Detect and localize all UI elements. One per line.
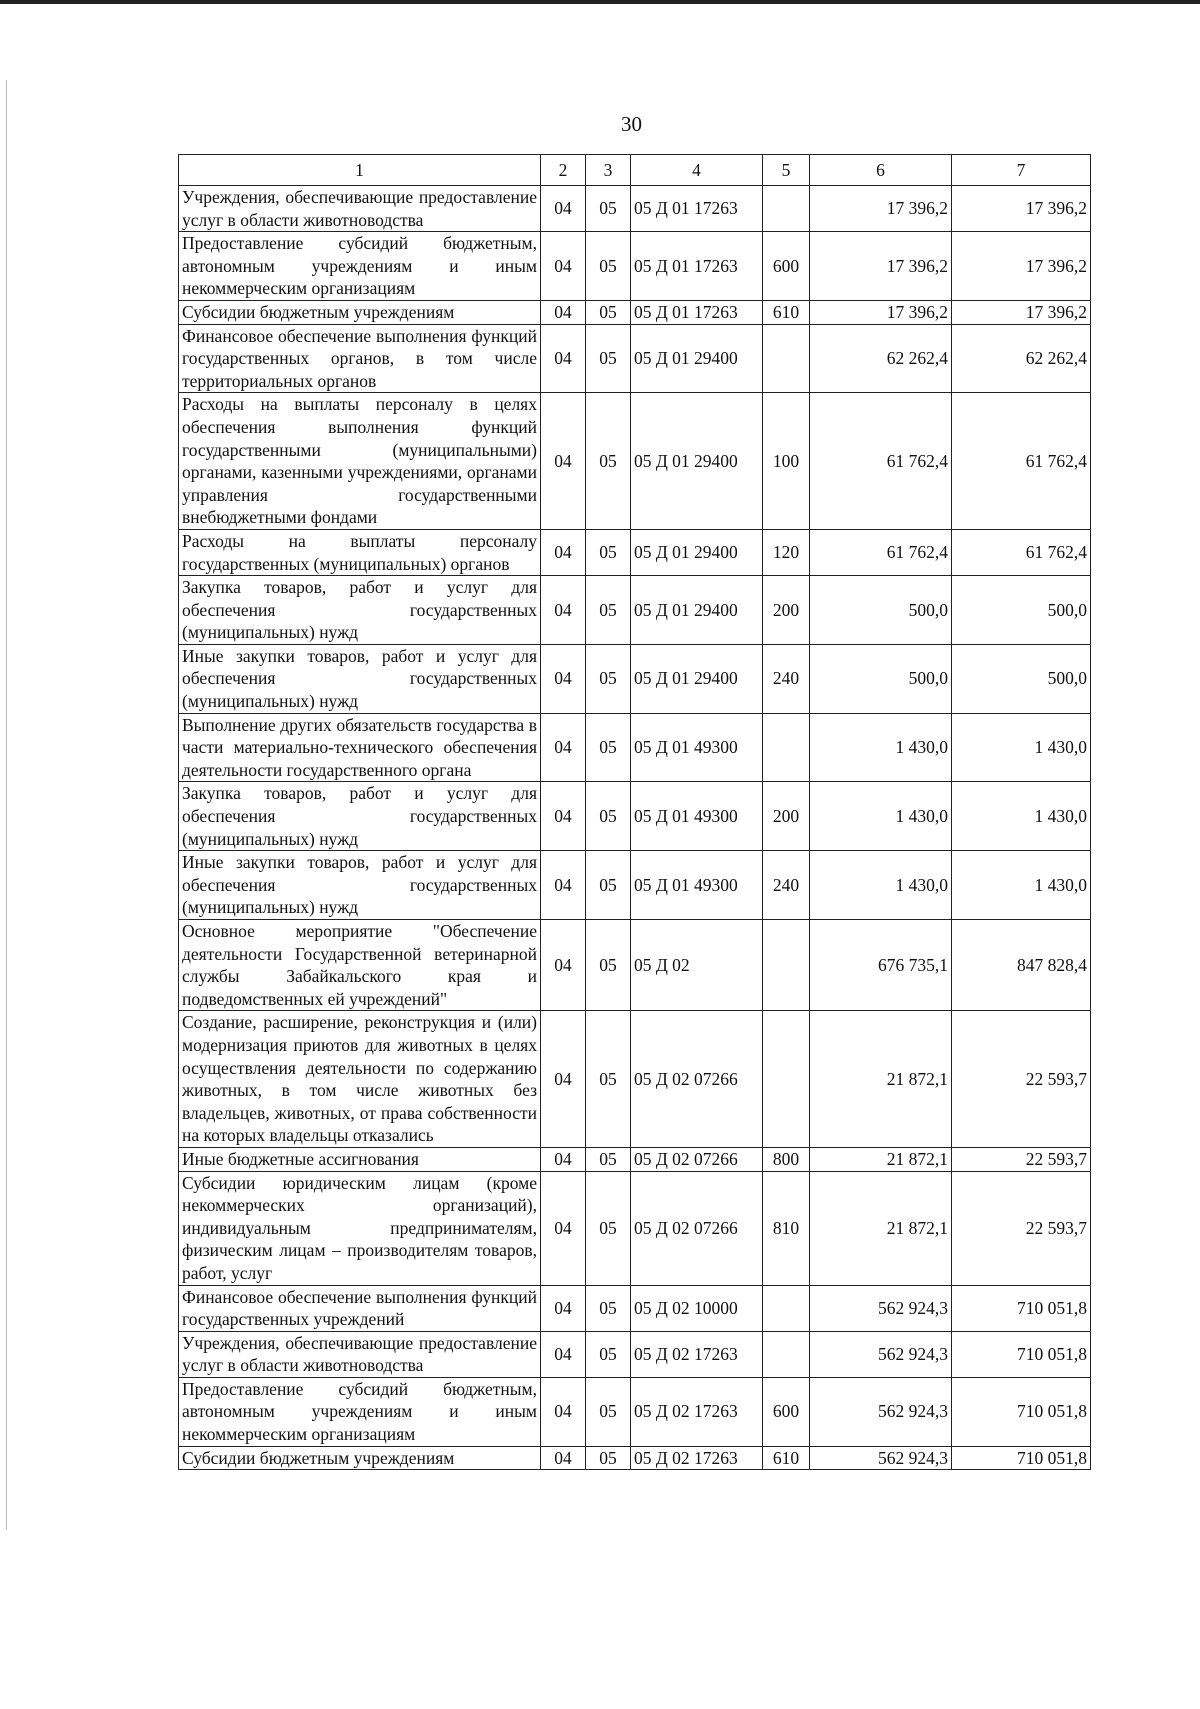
expense-type-code <box>763 713 810 782</box>
row-description: Предоставление субсидий бюджетным, автономным учреждениям и иным некоммерческим организациям <box>179 232 541 301</box>
row-description: Учреждения, обеспечивающие предоставление услуг в области животноводства <box>179 1331 541 1377</box>
budget-table <box>178 154 1091 1470</box>
target-article-code: 05 Д 01 29400 <box>631 324 763 393</box>
row-description: Субсидии бюджетным учреждениям <box>179 300 541 324</box>
table-row <box>179 1011 1091 1148</box>
target-article-code: 05 Д 01 17263 <box>631 232 763 301</box>
expense-type-code: 200 <box>763 576 810 645</box>
amount-year-1: 21 872,1 <box>810 1011 952 1148</box>
amount-year-1: 562 924,3 <box>810 1446 952 1470</box>
expense-type-code <box>763 324 810 393</box>
target-article-code: 05 Д 01 29400 <box>631 576 763 645</box>
amount-year-1: 1 430,0 <box>810 713 952 782</box>
row-description: Субсидии бюджетным учреждениям <box>179 1446 541 1470</box>
subsection-code: 05 <box>586 713 631 782</box>
amount-year-2: 500,0 <box>952 576 1091 645</box>
amount-year-1: 17 396,2 <box>810 232 952 301</box>
subsection-code: 05 <box>586 186 631 232</box>
target-article-code: 05 Д 02 17263 <box>631 1331 763 1377</box>
amount-year-1: 676 735,1 <box>810 920 952 1011</box>
amount-year-1: 562 924,3 <box>810 1285 952 1331</box>
target-article-code: 05 Д 02 17263 <box>631 1377 763 1446</box>
subsection-code: 05 <box>586 1331 631 1377</box>
section-code: 04 <box>541 1285 586 1331</box>
subsection-code: 05 <box>586 920 631 1011</box>
row-description: Основное мероприятие "Обеспечение деятельности Государственной ветеринарной службы Забайкальского края и подведомственных ей учреждений" <box>179 920 541 1011</box>
table-row <box>179 324 1091 393</box>
table-row <box>179 1377 1091 1446</box>
top-scan-border <box>0 0 1200 4</box>
subsection-code: 05 <box>586 232 631 301</box>
section-code: 04 <box>541 529 586 575</box>
row-description: Предоставление субсидий бюджетным, автономным учреждениям и иным некоммерческим организациям <box>179 1377 541 1446</box>
table-row <box>179 529 1091 575</box>
section-code: 04 <box>541 920 586 1011</box>
table-row <box>179 1331 1091 1377</box>
section-code: 04 <box>541 393 586 530</box>
column-header: 2 <box>541 155 586 186</box>
expense-type-code: 100 <box>763 393 810 530</box>
table-row <box>179 644 1091 713</box>
section-code: 04 <box>541 1171 586 1285</box>
amount-year-1: 562 924,3 <box>810 1331 952 1377</box>
table-row <box>179 300 1091 324</box>
section-code: 04 <box>541 851 586 920</box>
expense-type-code <box>763 1331 810 1377</box>
target-article-code: 05 Д 01 29400 <box>631 393 763 530</box>
table-row <box>179 393 1091 530</box>
row-description: Расходы на выплаты персоналу государственных (муниципальных) органов <box>179 529 541 575</box>
subsection-code: 05 <box>586 1377 631 1446</box>
table-row <box>179 851 1091 920</box>
header-row <box>179 155 1091 186</box>
section-code: 04 <box>541 782 586 851</box>
expense-type-code: 610 <box>763 1446 810 1470</box>
column-header: 1 <box>179 155 541 186</box>
subsection-code: 05 <box>586 576 631 645</box>
amount-year-2: 1 430,0 <box>952 851 1091 920</box>
subsection-code: 05 <box>586 393 631 530</box>
section-code: 04 <box>541 1147 586 1171</box>
section-code: 04 <box>541 1331 586 1377</box>
subsection-code: 05 <box>586 1446 631 1470</box>
amount-year-2: 62 262,4 <box>952 324 1091 393</box>
section-code: 04 <box>541 1377 586 1446</box>
expense-type-code <box>763 1285 810 1331</box>
amount-year-2: 710 051,8 <box>952 1377 1091 1446</box>
row-description: Расходы на выплаты персоналу в целях обеспечения выполнения функций государственными (муниципальными) органами, казенными учреждениями, органами управления государственными внебюджетными фондами <box>179 393 541 530</box>
amount-year-2: 500,0 <box>952 644 1091 713</box>
amount-year-2: 17 396,2 <box>952 300 1091 324</box>
target-article-code: 05 Д 02 10000 <box>631 1285 763 1331</box>
expense-type-code: 800 <box>763 1147 810 1171</box>
subsection-code: 05 <box>586 644 631 713</box>
target-article-code: 05 Д 01 49300 <box>631 782 763 851</box>
table-row <box>179 1171 1091 1285</box>
expense-type-code: 200 <box>763 782 810 851</box>
expense-type-code: 240 <box>763 851 810 920</box>
amount-year-1: 17 396,2 <box>810 300 952 324</box>
column-header: 4 <box>631 155 763 186</box>
subsection-code: 05 <box>586 1171 631 1285</box>
target-article-code: 05 Д 02 07266 <box>631 1171 763 1285</box>
table-row <box>179 713 1091 782</box>
table-row <box>179 920 1091 1011</box>
expense-type-code: 240 <box>763 644 810 713</box>
expense-type-code: 610 <box>763 300 810 324</box>
column-header: 3 <box>586 155 631 186</box>
amount-year-2: 61 762,4 <box>952 529 1091 575</box>
table-row <box>179 576 1091 645</box>
expense-type-code: 600 <box>763 1377 810 1446</box>
amount-year-1: 1 430,0 <box>810 851 952 920</box>
amount-year-1: 21 872,1 <box>810 1147 952 1171</box>
amount-year-2: 710 051,8 <box>952 1285 1091 1331</box>
section-code: 04 <box>541 324 586 393</box>
row-description: Субсидии юридическим лицам (кроме некоммерческих организаций), индивидуальным предпринимателям, физическим лицам – производителям товаров, работ, услуг <box>179 1171 541 1285</box>
subsection-code: 05 <box>586 324 631 393</box>
amount-year-2: 17 396,2 <box>952 186 1091 232</box>
subsection-code: 05 <box>586 300 631 324</box>
section-code: 04 <box>541 186 586 232</box>
target-article-code: 05 Д 01 29400 <box>631 644 763 713</box>
table-row <box>179 782 1091 851</box>
section-code: 04 <box>541 1446 586 1470</box>
table-body <box>179 186 1091 1470</box>
target-article-code: 05 Д 02 <box>631 920 763 1011</box>
amount-year-2: 17 396,2 <box>952 232 1091 301</box>
subsection-code: 05 <box>586 1011 631 1148</box>
target-article-code: 05 Д 02 17263 <box>631 1446 763 1470</box>
amount-year-1: 500,0 <box>810 644 952 713</box>
target-article-code: 05 Д 01 49300 <box>631 713 763 782</box>
amount-year-2: 710 051,8 <box>952 1446 1091 1470</box>
amount-year-2: 847 828,4 <box>952 920 1091 1011</box>
amount-year-1: 17 396,2 <box>810 186 952 232</box>
table-row <box>179 1285 1091 1331</box>
amount-year-1: 61 762,4 <box>810 529 952 575</box>
row-description: Создание, расширение, реконструкция и (или) модернизация приютов для животных в целях осуществления деятельности по содержанию животных, в том числе животных без владельцев, животных, от права собственности на которых владельцы отказались <box>179 1011 541 1148</box>
expense-type-code <box>763 920 810 1011</box>
amount-year-2: 1 430,0 <box>952 782 1091 851</box>
amount-year-1: 62 262,4 <box>810 324 952 393</box>
amount-year-2: 710 051,8 <box>952 1331 1091 1377</box>
amount-year-1: 61 762,4 <box>810 393 952 530</box>
expense-type-code: 600 <box>763 232 810 301</box>
row-description: Выполнение других обязательств государства в части материально-технического обеспечения деятельности государственного органа <box>179 713 541 782</box>
target-article-code: 05 Д 02 07266 <box>631 1147 763 1171</box>
subsection-code: 05 <box>586 782 631 851</box>
row-description: Закупка товаров, работ и услуг для обеспечения государственных (муниципальных) нужд <box>179 576 541 645</box>
section-code: 04 <box>541 300 586 324</box>
row-description: Иные закупки товаров, работ и услуг для обеспечения государственных (муниципальных) нужд <box>179 644 541 713</box>
target-article-code: 05 Д 01 17263 <box>631 186 763 232</box>
amount-year-1: 500,0 <box>810 576 952 645</box>
column-header: 6 <box>810 155 952 186</box>
table-row <box>179 1147 1091 1171</box>
left-scan-border <box>6 80 7 1530</box>
table-row <box>179 186 1091 232</box>
subsection-code: 05 <box>586 851 631 920</box>
section-code: 04 <box>541 232 586 301</box>
section-code: 04 <box>541 1011 586 1148</box>
amount-year-2: 1 430,0 <box>952 713 1091 782</box>
column-header: 5 <box>763 155 810 186</box>
target-article-code: 05 Д 02 07266 <box>631 1011 763 1148</box>
amount-year-2: 22 593,7 <box>952 1011 1091 1148</box>
amount-year-2: 22 593,7 <box>952 1171 1091 1285</box>
amount-year-2: 61 762,4 <box>952 393 1091 530</box>
amount-year-1: 562 924,3 <box>810 1377 952 1446</box>
expense-type-code: 810 <box>763 1171 810 1285</box>
section-code: 04 <box>541 713 586 782</box>
subsection-code: 05 <box>586 1285 631 1331</box>
row-description: Закупка товаров, работ и услуг для обеспечения государственных (муниципальных) нужд <box>179 782 541 851</box>
expense-type-code <box>763 1011 810 1148</box>
expense-type-code: 120 <box>763 529 810 575</box>
row-description: Иные закупки товаров, работ и услуг для обеспечения государственных (муниципальных) нужд <box>179 851 541 920</box>
target-article-code: 05 Д 01 29400 <box>631 529 763 575</box>
target-article-code: 05 Д 01 49300 <box>631 851 763 920</box>
amount-year-1: 21 872,1 <box>810 1171 952 1285</box>
amount-year-1: 1 430,0 <box>810 782 952 851</box>
subsection-code: 05 <box>586 1147 631 1171</box>
row-description: Финансовое обеспечение выполнения функций государственных учреждений <box>179 1285 541 1331</box>
section-code: 04 <box>541 644 586 713</box>
column-header: 7 <box>952 155 1091 186</box>
row-description: Учреждения, обеспечивающие предоставление услуг в области животноводства <box>179 186 541 232</box>
row-description: Иные бюджетные ассигнования <box>179 1147 541 1171</box>
row-description: Финансовое обеспечение выполнения функций государственных органов, в том числе территориальных органов <box>179 324 541 393</box>
section-code: 04 <box>541 576 586 645</box>
table-row <box>179 1446 1091 1470</box>
amount-year-2: 22 593,7 <box>952 1147 1091 1171</box>
target-article-code: 05 Д 01 17263 <box>631 300 763 324</box>
page-number: 30 <box>621 112 642 136</box>
table-row <box>179 232 1091 301</box>
subsection-code: 05 <box>586 529 631 575</box>
expense-type-code <box>763 186 810 232</box>
